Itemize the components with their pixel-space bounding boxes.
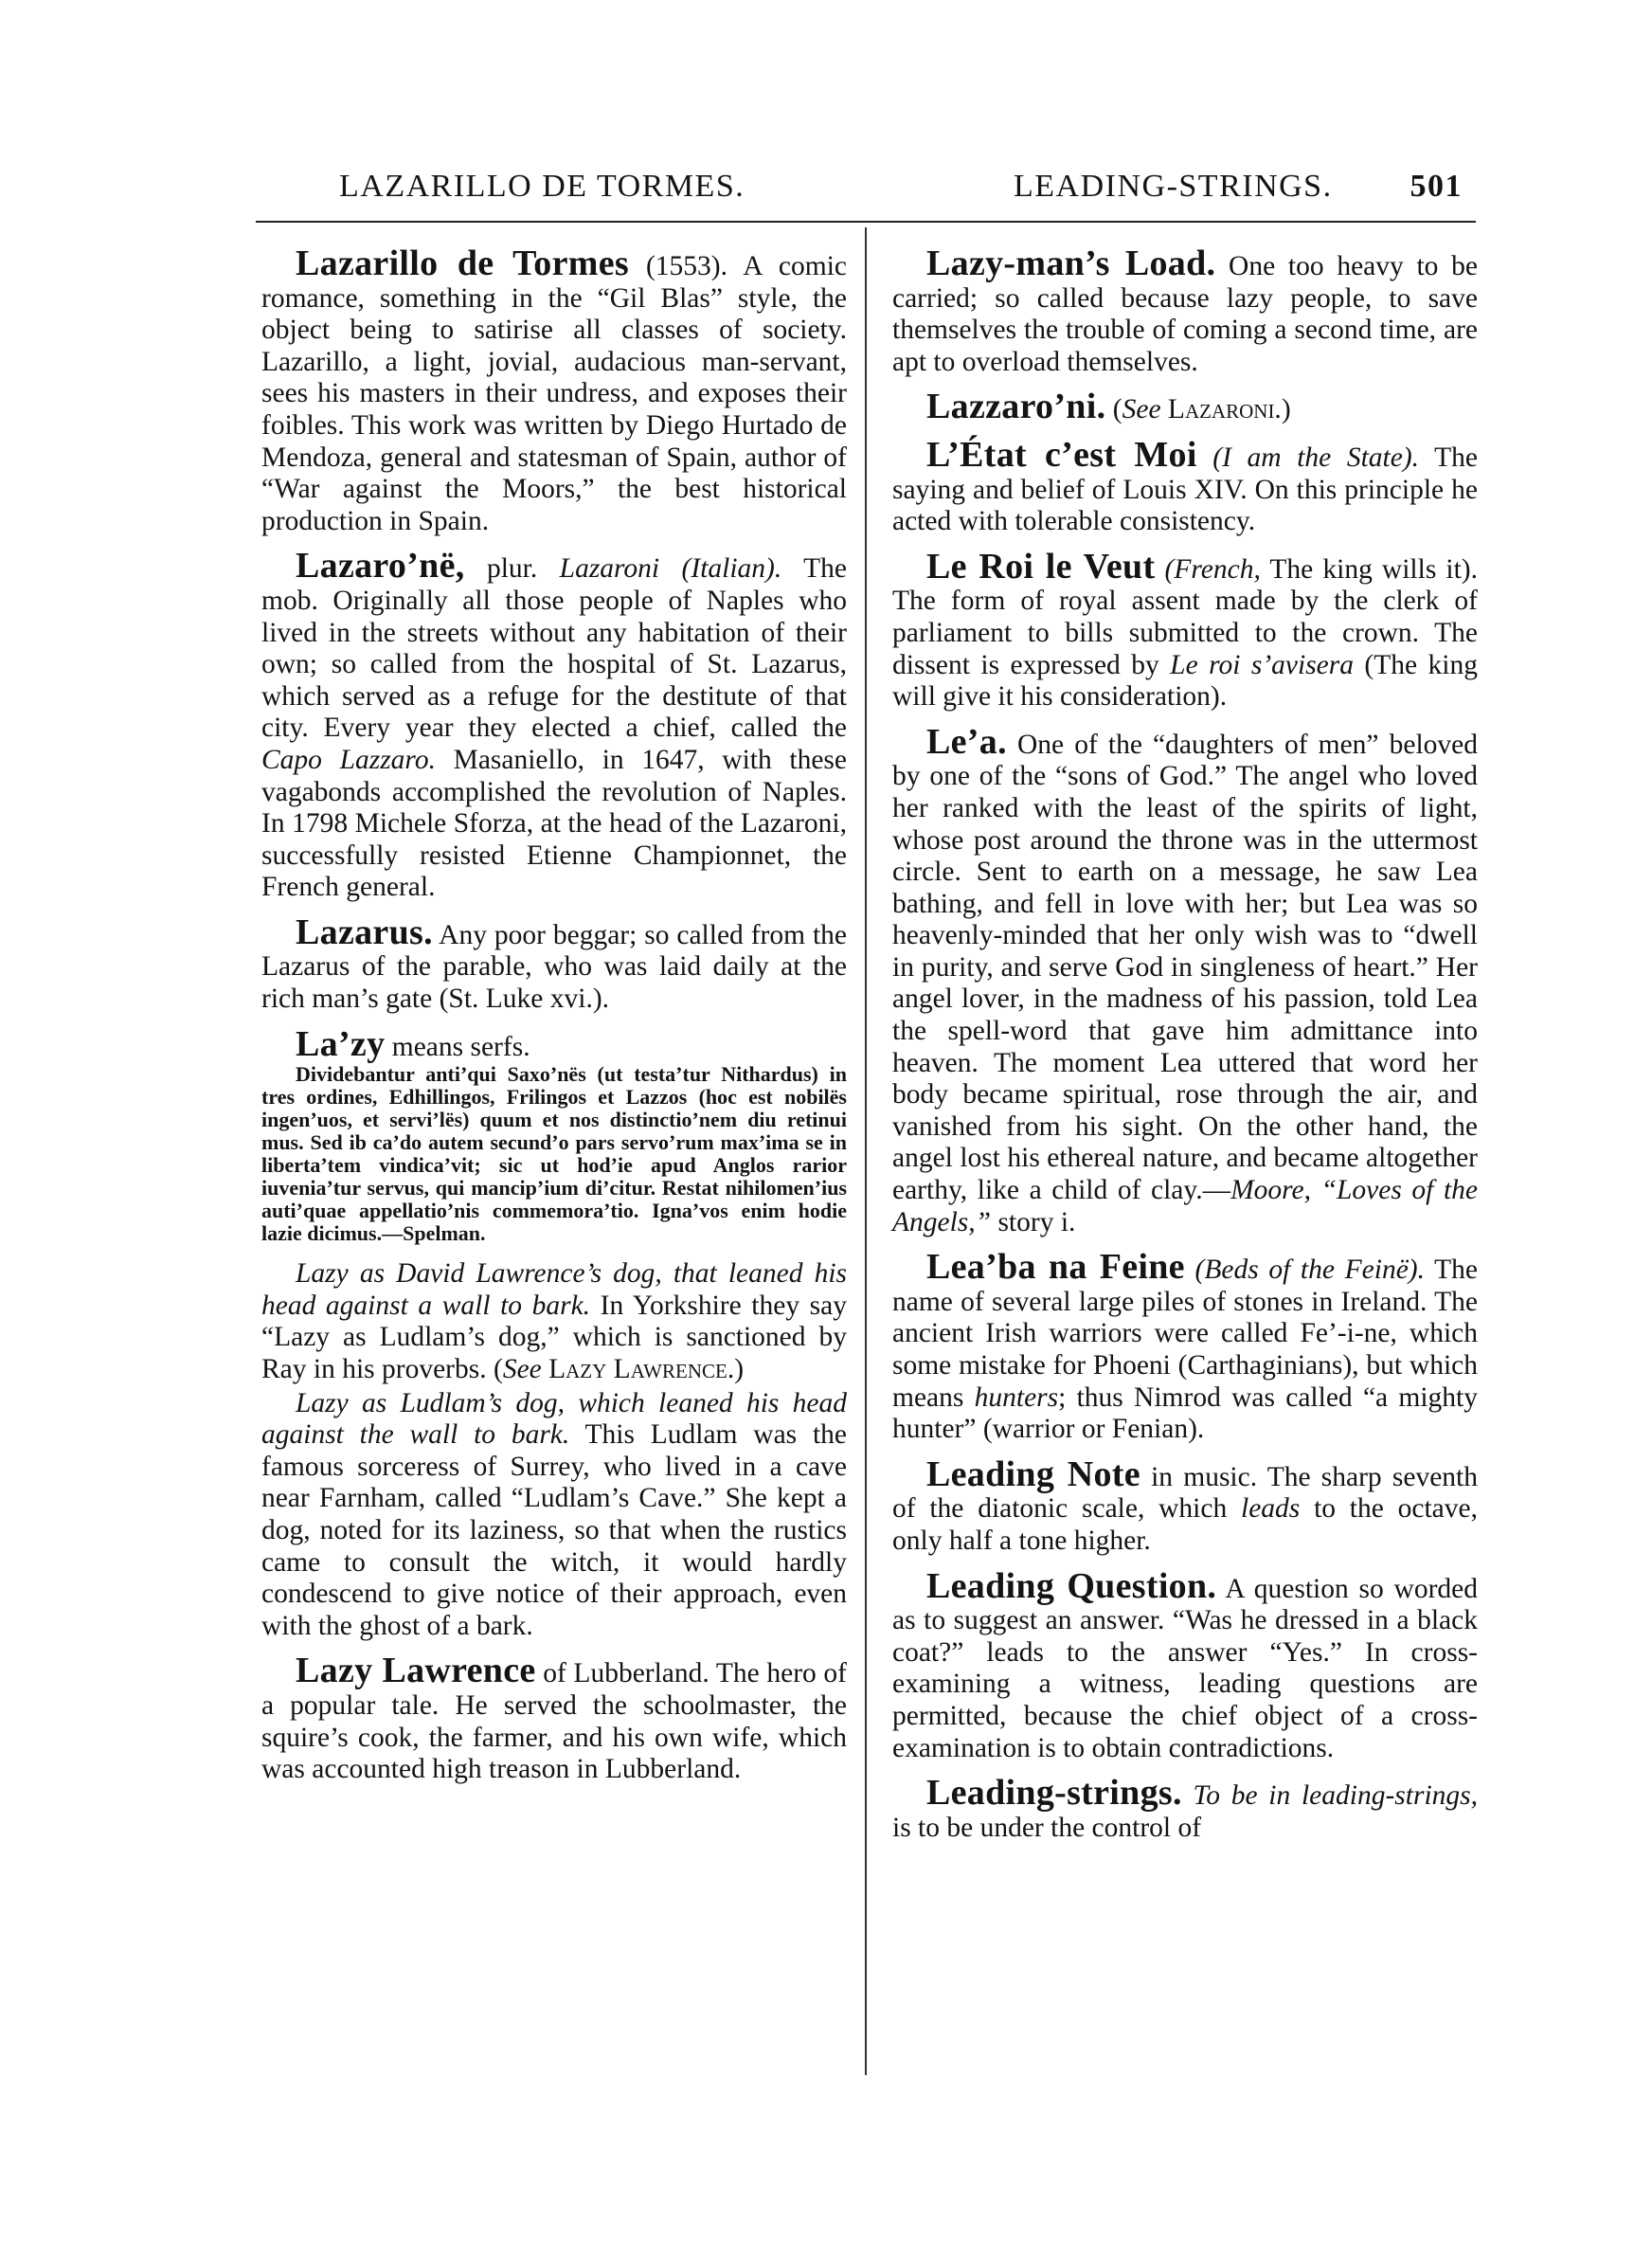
entry-text: story i. [991,1206,1076,1237]
entry-lazy-mans-load [892,244,1478,378]
entry-text: in music. The sharp seventh of the diatonic scale, which [892,1461,1478,1525]
entry-italic: Le roi s’avisera [1170,649,1354,680]
entry-text: The name of several large piles of stones in Ireland. The ancient Irish warriors were called Fe’-i-ne, which some mistake for Phoeni (Carthaginians), but which means [892,1255,1478,1413]
left-column [261,244,848,1799]
entry-text: This Ludlam was the famous sorceress of Surrey, who lived in a cave near Farnham, called “Ludlam’s Cave.” She kept a dog, noted for its laziness, so that when the rustics came to consult the witch, it would hardly condescend to give notice of their approach, even with the ghost of a bark. [261,1419,847,1641]
entry-italic: Lazy as David Lawrence’s dog, that leaned his head against a wall to bark. [261,1258,847,1321]
entry-italic: (French, [1155,553,1261,585]
entry-text: ( [1105,394,1122,425]
right-column [892,244,1478,1857]
entry-lazarillo [261,244,848,537]
cross-reference[interactable]: Lazy Lawrence. [541,1354,735,1385]
entry-lazy-as-david [261,1258,847,1385]
header-left: LAZARILLO DE TORMES. [339,169,745,204]
entry-text: The mob. Originally all those people of Naples who lived in the streets without any habitation of their own; so called from the hospital of St. Lazarus, which served as a refuge for the destitute of that city. Every year they elected a chief, called the [261,553,847,744]
headword: L’État c’est Moi [926,434,1197,475]
headword: Le Roi le Veut [926,546,1156,587]
entry-text: One too heavy to be carried; so called because lazy people, to save themselves the trouble of coming a second time, are apt to overload themselves. [892,251,1478,377]
header-right: LEADING-STRINGS. [1014,169,1333,204]
headword: Lazarus. [296,912,433,952]
entry-text: A question so worded as to suggest an answer. “Was he dressed in a black coat?” leads to the answer “Yes.” In cross-examining a witness, leading questions are permitted, because the chief object of a cross-examination is to obtain contradictions. [892,1573,1478,1763]
column-divider [865,227,867,2075]
headword: Leading Note [926,1454,1140,1494]
headword: Lazaro’në, [296,546,465,587]
headword: Leading-strings. [926,1773,1182,1814]
entry-lazarone [261,546,847,904]
entry-leading-question [892,1565,1478,1765]
headword: La’zy [296,1023,386,1064]
entry-text: means serfs. [385,1031,530,1062]
entry-text: In Yorkshire they say “Lazy as Ludlam’s dog,” which is sanctioned by Ray in his proverbs. ( [261,1290,847,1385]
entry-letat [892,434,1478,538]
entry-lea [892,721,1478,1239]
headword: Lazy Lawrence [296,1651,536,1691]
entry-text: ) [734,1354,745,1385]
entry-leaba [892,1247,1478,1446]
headword: Lea’ba na Feine [926,1247,1185,1288]
entry-text: One of the “daughters of men” beloved by one of the “sons of God.” The angel who loved her ranked with the least of the spirits of light, whose post around the throne was in the uttermost circle. Sent to earth on a message, he saw Lea bathing, and fell in love with her; but Lea was so heavenly-minded that her only wish was to “dwell in purity, and serve God in singleness of heart.” Her angel lover, in the madness of his passion, told Lea the spell-word that gave him admittance into heaven. The moment Lea uttered that word her body became spiritual, rose through the air, and vanished from his sight. On the other hand, the angel lost his ethereal nature, and became altogether earthy, like a child of clay.— [892,729,1478,1206]
entry-text: of Lubberland. The hero of a popular tale. He served the schoolmaster, the squire’s cook, the farmer, and his own wife, which was accounted high treason in Lubberland. [261,1658,848,1785]
entry-leading-note [892,1454,1478,1558]
entry-ludlam [261,1388,847,1643]
header-rule [256,221,1476,223]
entry-text: (The king will give it his consideration). [892,649,1478,713]
headword: Lazarillo de Tormes [296,244,629,283]
headword: Leading Question. [926,1565,1217,1606]
headword: Lazy-man’s Load. [926,244,1216,283]
headword: Le’a. [926,721,1007,762]
entry-italic: To be in leading-strings, [1181,1780,1478,1812]
entry-text: is to be under the control of [892,1812,1202,1843]
entry-italic: leads [1241,1493,1301,1525]
entry-lazy [261,1023,847,1246]
entry-italic: Capo Lazzaro. [261,744,436,775]
entry-italic: Lazaroni (Italian). [559,553,782,585]
entry-leading-strings [892,1773,1478,1844]
entry-text: ; thus Nimrod was called “a mighty hunter” (warrior or Fenian). [892,1381,1478,1445]
entry-text: A comic romance, something in the “Gil Blas” style, the object being to satirise all classes of society. Lazarillo, a light, jovial, audacious man-servant, sees his masters in their undress, and exposes their foibles. This work was written by Diego Hurtado de Mendoza, general and statesman of Spain, author of “War against the Moors,” the best historical production in Spain. [261,251,848,536]
entry-italic: Moore, “Loves of the Angels,” [892,1175,1478,1237]
entry-year: (1553). [645,251,727,281]
latin-quote: Dividebantur anti’qui Saxo’nës (ut testa’tur Nithardus) in tres ordines, Edhillingos, Frilingos et Lazzos (hoc est nobilës ingen’uos, et servi’lës) quum et nos distinctio’nem diu retinui mus. Sed ib ca’do autem secund’o pars servo’rum max’ima se in liberta’tem vindica’vit; sic ut hod’ie apud Anglos rarior iuvenia’tur servus, qui mancip’ium di’citur. Restat nihilomen’ius auti’quae appellatio’nis commemora’tio. Igna’vos enim hodie lazie dicimus.—Spelman. [261,1062,847,1246]
entry-italic: (I am the State). [1196,442,1420,473]
entry-le-roi [892,546,1478,713]
see-label: See [1122,394,1161,425]
entry-lazy-lawrence [261,1651,848,1785]
entry-text: to the octave, only half a tone higher. [892,1493,1478,1556]
entry-lazarus [261,912,847,1016]
entry-text: The saying and belief of Louis XIV. On this principle he acted with tolerable consistency. [892,442,1478,537]
entry-text: plur. [464,553,560,585]
entry-text: The king wills it). The form of royal assent made by the clerk of parliament to bills submitted to the crown. The dissent is expressed by [892,553,1478,680]
running-header [256,159,1476,216]
entry-italic: Lazy as Ludlam’s dog, which leaned his head against the wall to bark. [261,1387,847,1451]
page-number: 501 [1410,169,1463,204]
entry-text: Any poor beggar; so called from the Lazarus of the parable, who was laid daily at the rich man’s gate (St. Luke xvi.). [261,919,847,1015]
entry-italic: (Beds of the Feinë). [1184,1255,1425,1286]
headword: Lazzaro’ni. [926,387,1106,427]
entry-text: Masaniello, in 1647, with these vagabonds accomplished the revolution of Naples. In 1798 Michele Sforza, at the head of the Lazaroni, successfully resisted Etienne Championnet, the French general. [261,744,847,903]
entry-italic: hunters [974,1381,1059,1413]
cross-reference[interactable]: Lazaroni. [1160,394,1282,425]
entry-text: ) [1281,394,1291,425]
entry-lazzaroni [892,387,1478,427]
see-label: See [502,1354,542,1385]
